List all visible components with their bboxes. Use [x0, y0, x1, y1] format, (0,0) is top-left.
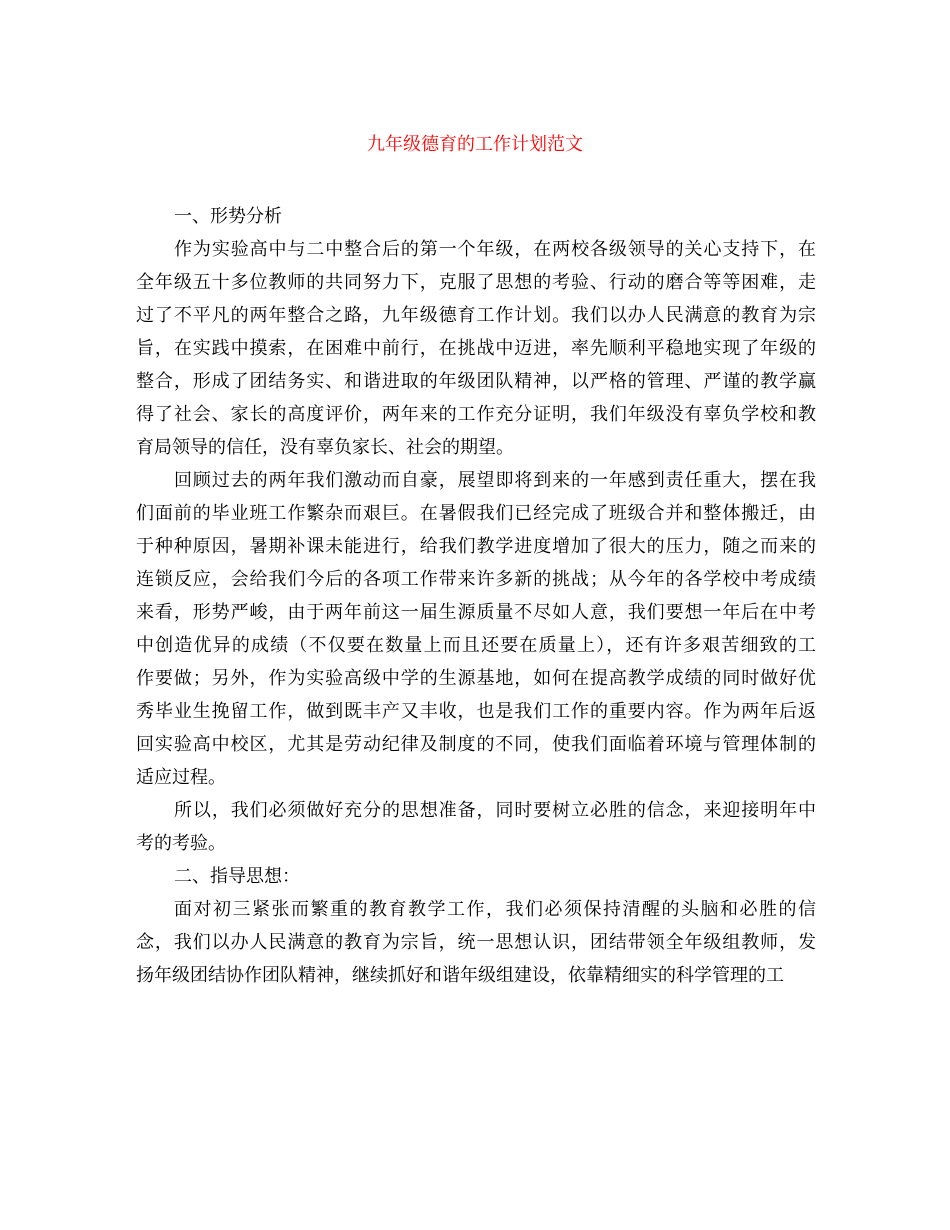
paragraph-line: 面对初三紧张而繁重的教育教学工作，我们必须保持清醒的头脑和必胜的信	[174, 899, 816, 920]
paragraph-line: 全年级五十多位教师的共同努力下，克服了思想的考验、行动的磨合等等困难，走	[136, 272, 816, 293]
paragraph-line: 整合，形成了团结务实、和谐进取的年级团队精神，以严格的管理、严谨的教学赢	[136, 371, 816, 392]
paragraph-line: 育局领导的信任，没有辜负家长、社会的期望。	[136, 437, 514, 458]
paragraph-line: 适应过程。	[136, 767, 226, 788]
paragraph-line: 得了社会、家长的高度评价，两年来的工作充分证明，我们年级没有辜负学校和教	[136, 404, 816, 425]
paragraph-line: 于种种原因，暑期补课未能进行，给我们教学进度增加了很大的压力，随之而来的	[136, 536, 816, 557]
section-heading: 一、形势分析	[174, 206, 282, 227]
document-title: 九年级德育的工作计划范文	[367, 134, 583, 155]
paragraph-line: 们面前的毕业班工作繁杂而艰巨。在暑假我们已经完成了班级合并和整体搬迁，由	[136, 503, 816, 524]
paragraph-line: 连锁反应，会给我们今后的各项工作带来许多新的挑战；从今年的各学校中考成绩	[136, 569, 816, 590]
paragraph-line: 来看，形势严峻，由于两年前这一届生源质量不尽如人意，我们要想一年后在中考	[136, 602, 816, 623]
paragraph-line: 作要做；另外，作为实验高级中学的生源基地，如何在提高教学成绩的同时做好优	[136, 668, 816, 689]
paragraph-line: 旨，在实践中摸索，在困难中前行，在挑战中迈进，率先顺利平稳地实现了年级的	[136, 338, 816, 359]
section-heading: 二、指导思想：	[174, 866, 300, 887]
paragraph-line: 回实验高中校区，尤其是劳动纪律及制度的不同，使我们面临着环境与管理体制的	[136, 734, 816, 755]
paragraph-line: 过了不平凡的两年整合之路，九年级德育工作计划。我们以办人民满意的教育为宗	[136, 305, 816, 326]
paragraph-line: 考的考验。	[136, 833, 226, 854]
document-body	[136, 200, 816, 992]
paragraph-line: 回顾过去的两年我们激动而自豪，展望即将到来的一年感到责任重大，摆在我	[174, 470, 816, 491]
paragraph-line: 秀毕业生挽留工作，做到既丰产又丰收，也是我们工作的重要内容。作为两年后返	[136, 701, 816, 722]
paragraph-line: 念，我们以办人民满意的教育为宗旨，统一思想认识，团结带领全年级组教师，发	[136, 932, 816, 953]
paragraph-line: 作为实验高中与二中整合后的第一个年级，在两校各级领导的关心支持下，在	[174, 239, 816, 260]
paragraph-line: 所以，我们必须做好充分的思想准备，同时要树立必胜的信念，来迎接明年中	[174, 800, 816, 821]
paragraph-line: 扬年级团结协作团队精神，继续抓好和谐年级组建设，依靠精细实的科学管理的工	[136, 965, 784, 986]
paragraph-line: 中创造优异的成绩（不仅要在数量上而且还要在质量上），还有许多艰苦细致的工	[136, 635, 816, 656]
